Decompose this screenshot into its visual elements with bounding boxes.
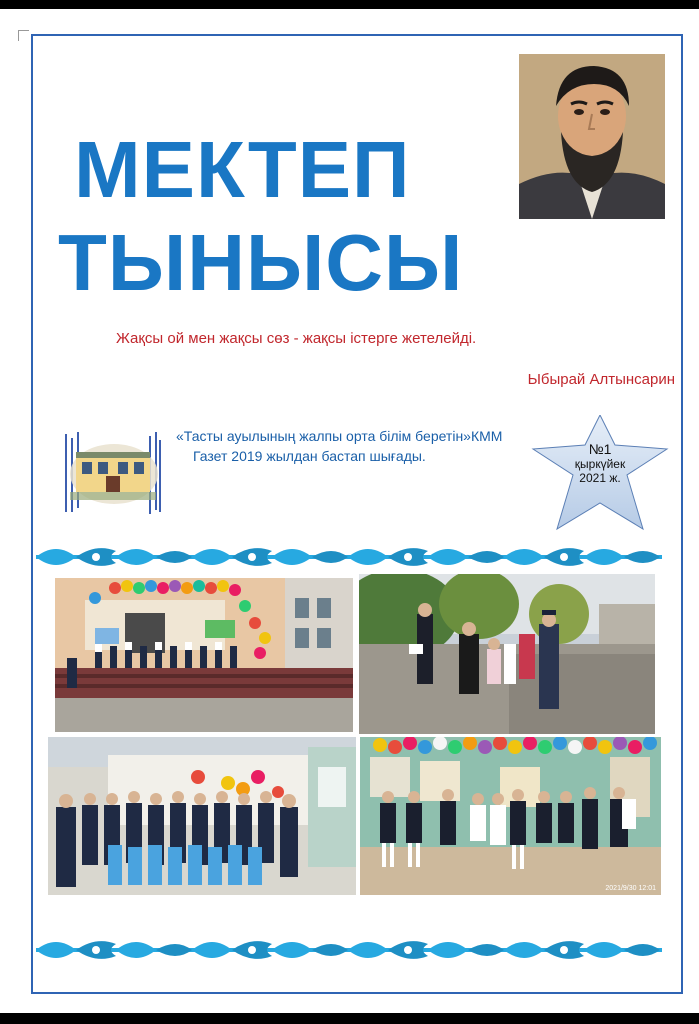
newspaper-title-line2: ТЫНЫСЫ (58, 218, 464, 307)
photo-street-safety (359, 574, 655, 734)
issue-info (531, 441, 669, 485)
issue-year: 2021 ж. (579, 471, 621, 485)
bottom-bar (0, 1013, 699, 1024)
epigraph-author: Ыбырай Алтынсарин (527, 371, 675, 388)
issue-number: №1 (588, 441, 612, 457)
epigraph-quote: Жақсы ой мен жақсы сөз - жақсы істерге жетелейді. (116, 330, 477, 347)
school-building-image (62, 432, 162, 514)
ornament-border-top (36, 541, 662, 573)
newspaper-title-line1: МЕКТЕП (74, 125, 411, 214)
issue-month: қыркүйек (574, 457, 626, 471)
portrait-image (519, 54, 665, 219)
photo-classroom-group (48, 737, 356, 895)
top-bar (0, 0, 699, 9)
ornament-border-bottom (36, 934, 662, 966)
photo-school-entrance (55, 578, 353, 732)
photo-hall-first-graders (360, 737, 661, 895)
school-name-text: «Тасты ауылының жалпы орта білім беретін»КММ (176, 428, 503, 444)
publication-since-text: Газет 2019 жылдан бастап шығады. (193, 448, 426, 464)
photo-timestamp: 2021/9/30 12:01 (605, 885, 656, 892)
crop-mark (18, 30, 29, 41)
